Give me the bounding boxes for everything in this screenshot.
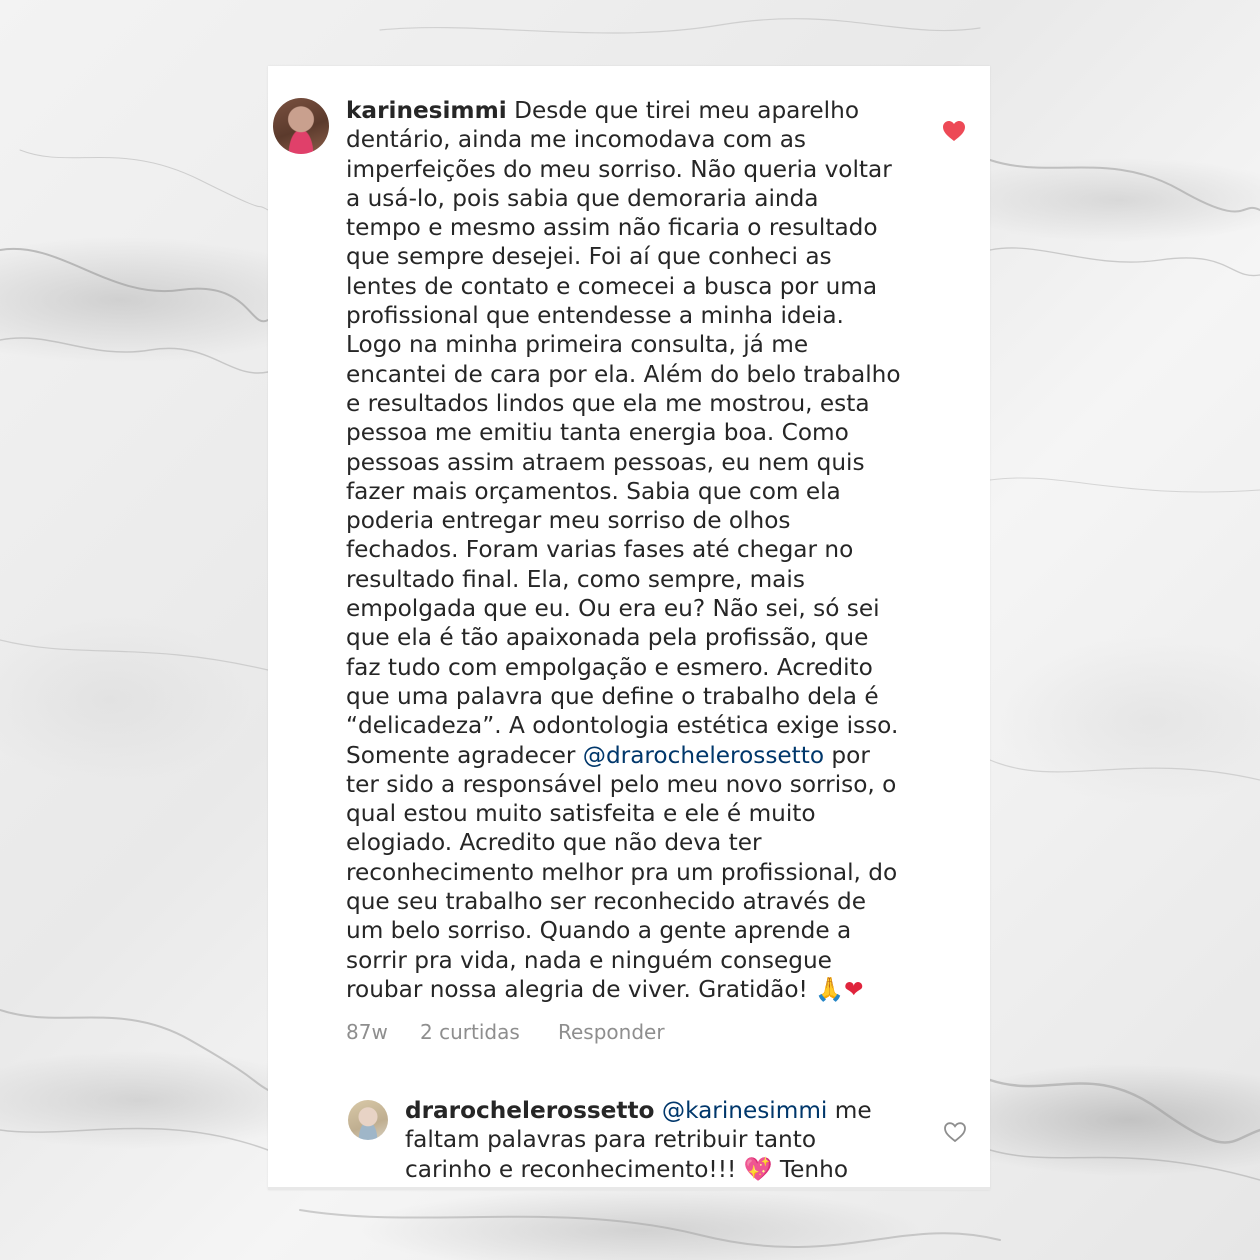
- comment-username[interactable]: karinesimmi: [346, 97, 507, 124]
- comment-timestamp: 87w: [346, 1020, 388, 1044]
- avatar[interactable]: [273, 98, 329, 154]
- comment-meta: [346, 1020, 665, 1044]
- comment-card: [268, 66, 990, 1190]
- like-heart-filled-icon[interactable]: [942, 120, 966, 142]
- sparkling-heart-emoji-icon: 💖: [743, 1155, 773, 1183]
- reply-username[interactable]: drarochelerossetto: [405, 1097, 655, 1124]
- reply-body: me faltam palavras para retribuir tanto carinho e reconhecimento!!!: [405, 1097, 872, 1183]
- red-heart-emoji-icon: ❤: [844, 975, 864, 1003]
- reply-body-end: Tenho: [772, 1155, 848, 1183]
- reply-text: [405, 1096, 885, 1184]
- comment-body-part-1: Desde que tirei meu aparelho dentário, ainda me incomodava com as imperfeições do meu sorriso. Não queria voltar a usá-lo, pois sabia que demoraria ainda tempo e mesmo assim não ficaria o resultado que sempre desejei. Foi aí que conheci as lentes de contato e comecei a busca por uma profissional que entendesse a minha ideia. Logo na minha primeira consulta, já me encantei de cara por ela. Além do belo trabalho e resultados lindos que ela me mostrou, esta pessoa me emitiu tanta energia boa. Como pessoas assim atraem pessoas, eu nem quis fazer mais orçamentos. Sabia que com ela poderia entregar meu sorriso de olhos fechados. Foram varias fases até chegar no resultado final. Ela, como sempre, mais empolgada que eu. Ou era eu? Não sei, só sei que ela é tão apaixonada pela profissão, que faz tudo com empolgação e esmero. Acredito que uma palavra que define o trabalho dela é “delicadeza”. A odontologia estética exige isso. Somente agradecer: [346, 97, 901, 769]
- card-divider: [268, 1187, 990, 1190]
- comment-body-part-2: por ter sido a responsável pelo meu novo sorriso, o qual estou muito satisfeita e ele é muito elogiado. Acredito que não deva ter reconhecimento melhor pra um profissional, do que seu trabalho ser reconhecido através de um belo sorriso. Quando a gente aprende a sorrir pra vida, nada e ninguém consegue roubar nossa alegria de viver. Gratidão!: [346, 741, 898, 1003]
- like-heart-outline-icon[interactable]: [943, 1121, 967, 1143]
- reply-button[interactable]: Responder: [558, 1020, 665, 1044]
- likes-count[interactable]: 2 curtidas: [420, 1020, 520, 1044]
- reply-avatar[interactable]: [348, 1100, 388, 1140]
- mention-link[interactable]: @drarochelerossetto: [582, 741, 825, 769]
- comment-text: [346, 96, 916, 1004]
- reply-mention-link[interactable]: @karinesimmi: [661, 1097, 828, 1124]
- pray-emoji-icon: 🙏: [815, 975, 845, 1003]
